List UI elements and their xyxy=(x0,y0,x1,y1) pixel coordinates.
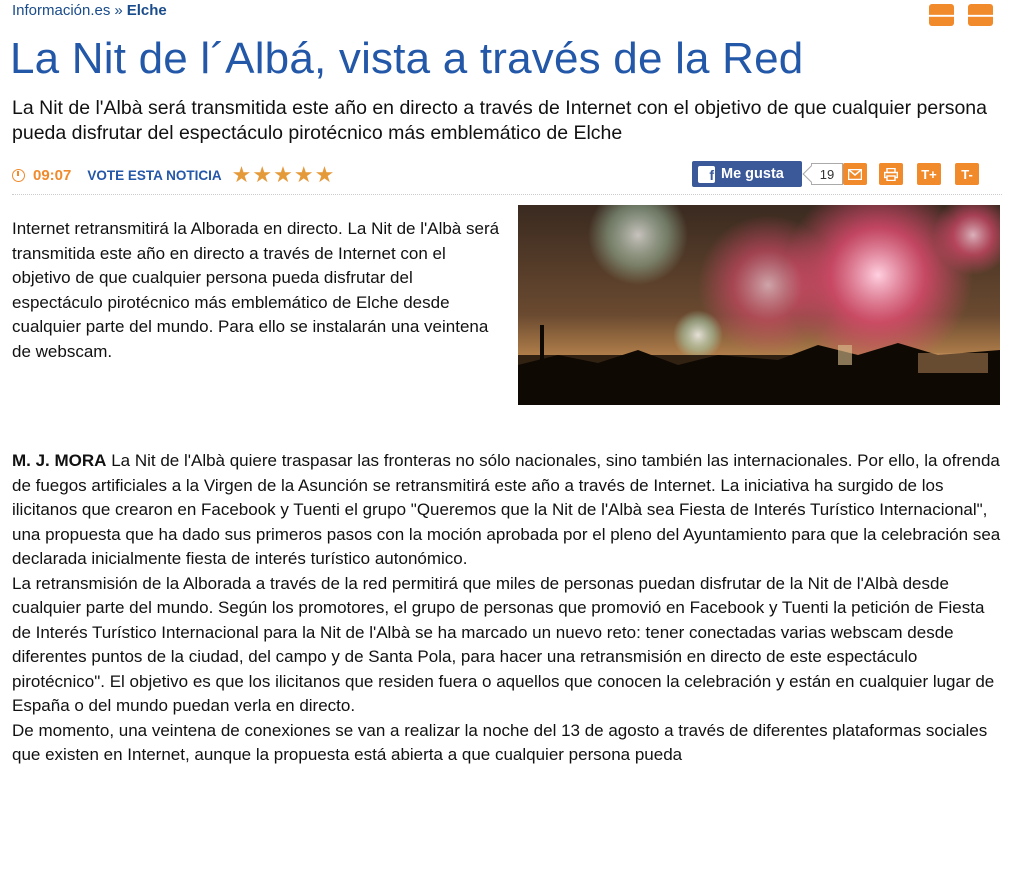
star-icon[interactable]: ★ xyxy=(252,162,273,187)
arrow-left-icon: 🡐 xyxy=(920,7,963,25)
facebook-icon: f xyxy=(698,166,715,183)
article-subtitle: La Nit de l'Albà será transmitida este año en directo a través de Internet con el objetivo de que cualquier persona pueda disfrutar del espectáculo pirotécnico más emblemático de Elche xyxy=(12,97,987,144)
print-button[interactable] xyxy=(879,163,903,185)
font-decrease-button[interactable]: T- xyxy=(955,163,979,185)
article-paragraph xyxy=(12,449,1002,572)
vote-label: VOTE ESTA NOTICIA xyxy=(87,167,222,183)
article-paragraph: De momento, una veintena de conexiones se van a realizar la noche del 13 de agosto a través de diferentes plataformas sociales que existen en Internet, aunque la propuesta está abierta a que cualquier persona pueda xyxy=(12,720,988,764)
clock-icon xyxy=(12,169,25,182)
paragraph-text: La Nit de l'Albà quiere traspasar las fronteras no sólo nacionales, sino también las internacionales. Por ello, la ofrenda de fuegos artificiales a la Virgen de la Asunción se retransmitirá este año a través de Internet. La iniciativa ha surgido de los ilicitanos que crearon en Facebook y Tuenti el grupo "Queremos que la Nit de l'Albà sea Fiesta de Interés Turístico Internacional", una propuesta que ha dado sus primeros pasos con la moción aprobada por el pleno del Ayuntamiento para que la celebración sea declarada inicialmente fiesta de interés turístico autonómico. xyxy=(12,451,1001,568)
article-meta xyxy=(12,164,334,186)
divider xyxy=(12,194,1002,195)
article-paragraph: La retransmisión de la Alborada a través de la red permitirá que miles de personas puedan disfrutar de la Nit de l'Albà desde cualquier parte del mundo. Según los promotores, el grupo de personas que promovió en Facebook y Tuenti la petición de Fiesta de Interés Turístico Internacional para la Nit de l'Albà se ha marcado un nuevo reto: tener conectadas varias webscam desde diferentes puntos de la ciudad, del campo y de Santa Pola, para hacer una retransmisión en directo de este espectáculo pirotécnico". El objetivo es que los ilicitanos que residen fuera o aquellos que conocen la celebración y están en cualquier lugar de España o del mundo puedan verla en directo. xyxy=(12,573,995,715)
next-article-button[interactable] xyxy=(959,4,1002,26)
like-count: 19 xyxy=(811,163,843,185)
arrow-right-icon: 🡒 xyxy=(959,7,1002,25)
article-lead: Internet retransmitirá la Alborada en directo. La Nit de l'Albà será transmitida este año en directo a través de Internet con el objetivo de que cualquier persona pueda disfrutar del espectáculo pirotécnico más emblemático de Elche desde cualquier parte del mundo. Para ello se instalarán una veintena de webscam. xyxy=(12,219,500,361)
facebook-like-button[interactable] xyxy=(692,161,802,187)
star-icon[interactable]: ★ xyxy=(314,162,335,187)
article-time: 09:07 xyxy=(33,166,72,184)
breadcrumb-separator: » xyxy=(114,2,123,19)
like-label: Me gusta xyxy=(721,166,784,182)
prev-article-button[interactable] xyxy=(920,4,963,26)
star-icon[interactable]: ★ xyxy=(231,162,252,187)
rating-stars[interactable] xyxy=(232,164,335,186)
article-body xyxy=(12,449,1002,768)
page-title: La Nit de l´Albá, vista a través de la Red xyxy=(10,34,804,83)
breadcrumb-site-link[interactable]: Información.es xyxy=(12,2,111,19)
author-name: M. J. MORA xyxy=(12,451,107,470)
print-icon xyxy=(884,168,898,181)
breadcrumb xyxy=(12,2,167,22)
email-button[interactable] xyxy=(843,163,867,185)
star-icon[interactable]: ★ xyxy=(293,162,314,187)
email-icon xyxy=(848,169,862,180)
star-icon[interactable]: ★ xyxy=(273,162,293,187)
font-increase-button[interactable]: T+ xyxy=(917,163,941,185)
breadcrumb-section-link[interactable]: Elche xyxy=(126,2,167,19)
article-photo xyxy=(518,205,1000,405)
